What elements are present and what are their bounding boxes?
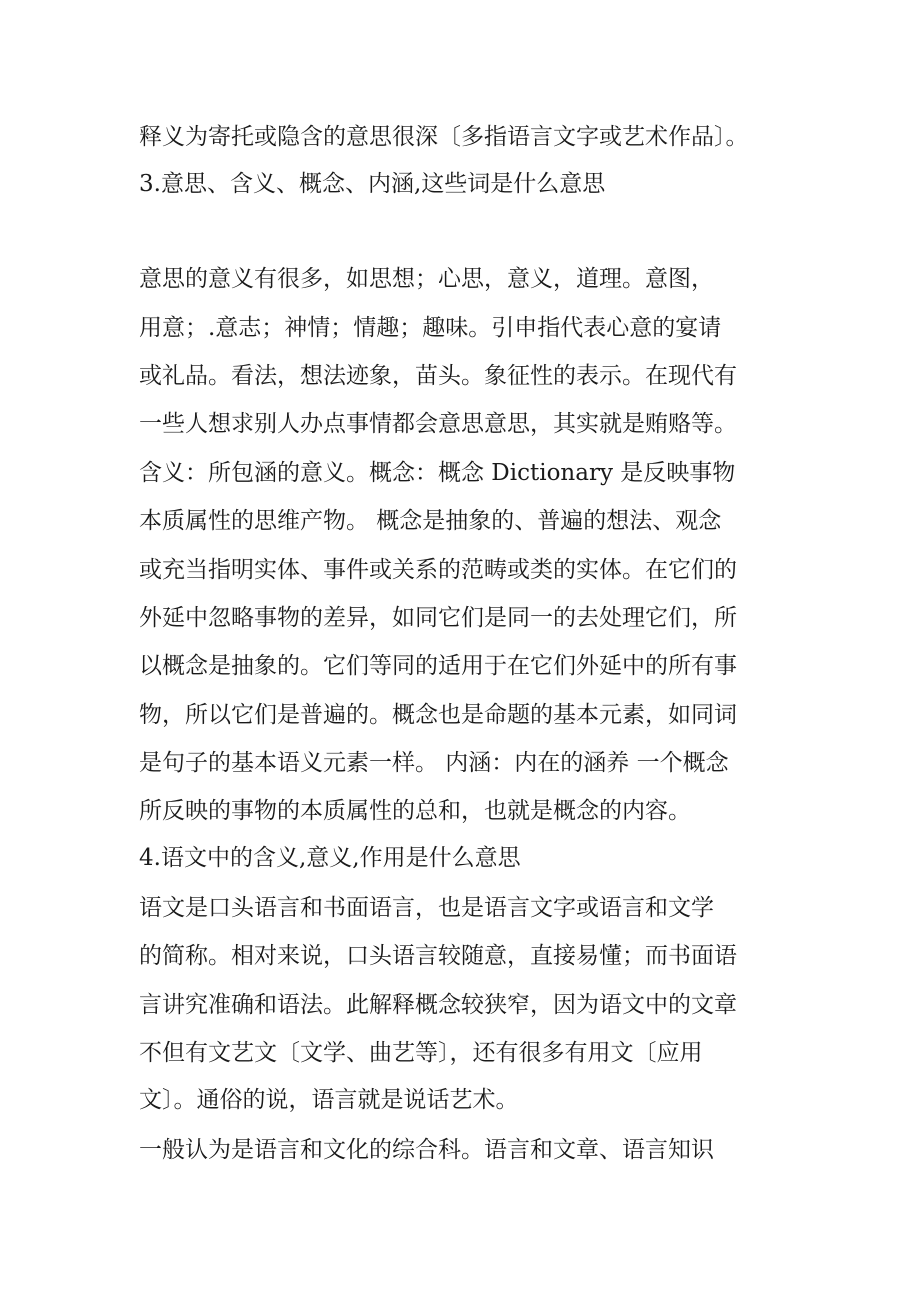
- section-heading: 4.语文中的含义,意义,作用是什么意思: [139, 845, 521, 871]
- text-line: 用意；.意志；神情；情趣；趣味。引申指代表心意的宴请: [139, 315, 722, 341]
- text-line: 或充当指明实体、事件或关系的范畴或类的实体。在它们的: [139, 557, 737, 583]
- text-line: 一些人想求别人办点事情都会意思意思，其实就是贿赂等。: [139, 411, 737, 437]
- text-line: 本质属性的思维产物。 概念是抽象的、普遍的想法、观念: [139, 508, 722, 534]
- text-line: 是句子的基本语义元素一样。 内涵：内在的涵养 一个概念: [139, 750, 729, 776]
- text-line: 以概念是抽象的。它们等同的适用于在它们外延中的所有事: [139, 653, 737, 679]
- text-line: 的简称。相对来说，口头语言较随意，直接易懂；而书面语: [139, 943, 737, 969]
- text-line: 一般认为是语言和文化的综合科。语言和文章、语言知识: [139, 1137, 714, 1163]
- text-line: 语文是口头语言和书面语言，也是语言文字或语言和文学: [139, 895, 714, 921]
- text-line: 不但有文艺文〔文学、曲艺等〕，还有很多有用文〔应用: [139, 1040, 703, 1066]
- text-line: 或礼品。看法，想法迹象，苗头。象征性的表示。在现代有: [139, 363, 737, 389]
- section-heading: 3.意思、含义、概念、内涵,这些词是什么意思: [139, 171, 606, 197]
- text-line: 意思的意义有很多，如思想；心思，意义，道理。意图，: [139, 266, 714, 292]
- text-line: 含义：所包涵的意义。概念：概念 Dictionary 是反映事物: [139, 460, 736, 486]
- text-line: 所反映的事物的本质属性的总和，也就是概念的内容。: [139, 798, 691, 824]
- text-line: 文〕。通俗的说，语言就是说话艺术。: [139, 1087, 519, 1113]
- text-line: 言讲究准确和语法。此解释概念较狭窄，因为语文中的文章: [139, 992, 737, 1018]
- text-line: 物，所以它们是普遍的。概念也是命题的基本元素，如同词: [139, 702, 737, 728]
- text-line: 外延中忽略事物的差异，如同它们是同一的去处理它们，所: [139, 605, 737, 631]
- text-line: 释义为寄托或隐含的意思很深〔多指语言文字或艺术作品〕。: [139, 124, 749, 150]
